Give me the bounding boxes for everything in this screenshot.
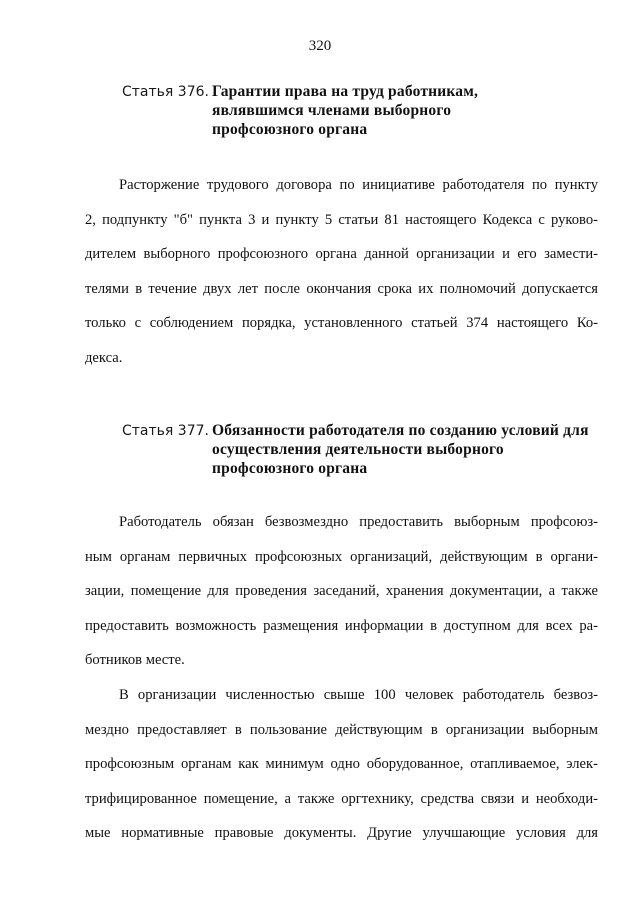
paragraph-line: мые нормативные правовые документы. Другие улучшающие условия для: [85, 825, 598, 841]
paragraph-line: Расторжение трудового договора по инициативе работодателя по пункту: [119, 177, 598, 193]
paragraph-line: профсоюзным органам как минимум одно оборудованное, отапливаемое, элек-: [85, 756, 598, 772]
paragraph-line: трифицированное помещение, а также оргтехнику, средства связи и необходи-: [85, 790, 598, 807]
page-number: 320: [308, 38, 332, 54]
paragraph-line: декса.: [85, 349, 123, 366]
article-376-paragraph: [85, 168, 598, 375]
article-377-paragraph-2: [85, 678, 598, 851]
paragraph-line: В организации численностью свыше 100 человек работодатель безвоз-: [119, 687, 598, 703]
paragraph-line: предоставить возможность размещения информации в доступном для всех ра-: [85, 617, 598, 634]
article-376-title: Гарантии права на труд работникам, являвшимся членами выборного профсоюзного органа: [212, 83, 479, 138]
paragraph-line: зации, помещение для проведения заседаний, хранения документации, а также: [85, 583, 598, 599]
paragraph-line: мездно предоставляет в пользование действующим в организации выборным: [85, 721, 598, 738]
article-376-label: Статья 376.: [122, 84, 209, 100]
paragraph-line: Работодатель обязан безвозмездно предоставить выборным профсоюз-: [119, 514, 598, 530]
article-377-heading: [122, 421, 612, 478]
paragraph-line: ным органам первичных профсоюзных организаций, действующим в органи-: [85, 548, 598, 565]
paragraph-line: ботников месте.: [85, 652, 185, 668]
article-377-label: Статья 377.: [122, 423, 209, 439]
paragraph-line: телями в течение двух лет после окончания срока их полномочий допускается: [85, 280, 598, 297]
article-377-title: Обязанности работодателя по созданию условий для осуществления деятельности выборного профсоюзного органа: [212, 422, 589, 477]
paragraph-line: дителем выборного профсоюзного органа данной организации и его замести-: [85, 246, 598, 262]
article-377-paragraph-1: [85, 505, 598, 678]
article-376-heading: [122, 82, 612, 139]
paragraph-line: только с соблюдением порядка, установленного статьей 374 настоящего Ко-: [85, 315, 598, 331]
paragraph-line: 2, подпункту "б" пункта 3 и пункту 5 статьи 81 настоящего Кодекса с руково-: [85, 211, 598, 228]
